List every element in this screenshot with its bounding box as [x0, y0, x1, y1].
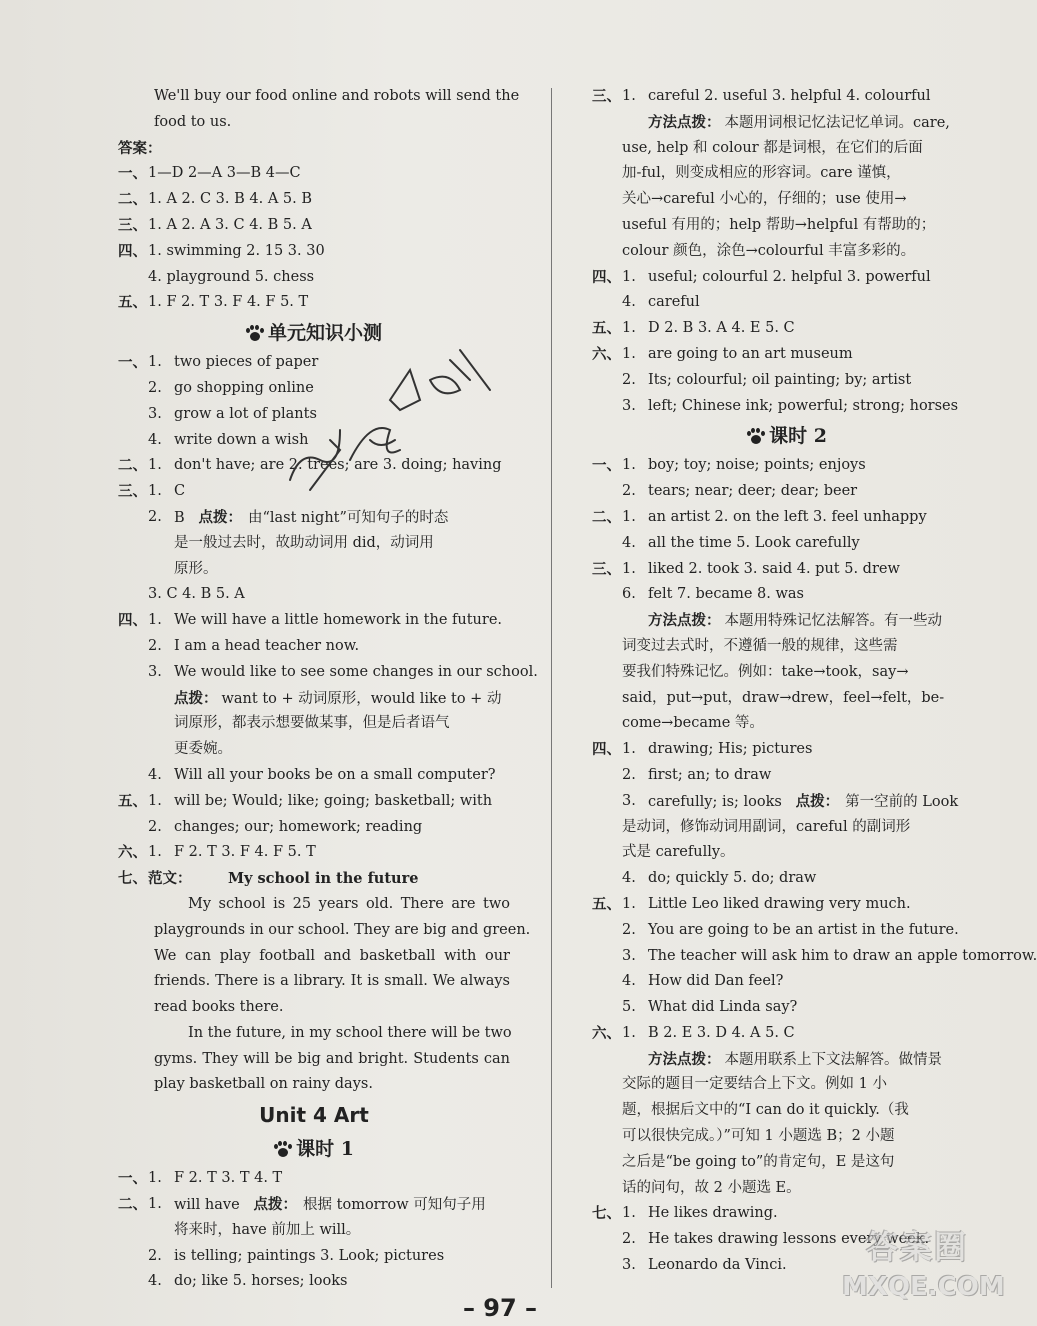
answer-list: [118, 1166, 510, 1192]
tip-line: 是动词，修饰动词用副词，careful 的副词形: [622, 818, 911, 835]
answer-text: all the time 5. Look carefully: [648, 534, 860, 551]
item-number: 1.: [148, 483, 162, 500]
answer-text: careful: [648, 294, 700, 311]
answer-text: left; Chinese ink; powerful; strong; horses: [648, 397, 959, 414]
answer-row: [118, 608, 510, 634]
answer-text: 1. A 2. C 3. B 4. A 5. B: [148, 191, 313, 208]
lesson-heading: 课时 1: [118, 1132, 510, 1166]
answer-row: [118, 789, 510, 815]
answer-list: [118, 789, 510, 866]
method-label: 方法点拨：: [648, 612, 721, 630]
tip-line: [592, 1047, 982, 1073]
answer-row: [118, 402, 510, 428]
answer-list: [592, 737, 982, 789]
exercise-marker: 四、: [592, 268, 621, 286]
answer-list: [118, 608, 538, 685]
answer-row: [118, 239, 510, 265]
tip-text: 交际的题目一定要结合上下文。例如 1 小: [622, 1076, 887, 1093]
tip-line: [592, 213, 982, 239]
item-number: 2.: [622, 921, 636, 938]
item-number: 4.: [622, 870, 636, 887]
answer-row: [592, 918, 982, 944]
tip-text: 本题用词根记忆法记忆单词。care,: [724, 114, 950, 131]
item-number: 4.: [622, 973, 636, 990]
tip-text: colour 颜色，涂色→colourful 丰富多彩的。: [622, 242, 916, 259]
answer-text: 1—D 2—A 3—B 4—C: [148, 165, 301, 182]
right-column: [592, 84, 1037, 1279]
answer-row: [592, 1021, 982, 1047]
item-number: 1.: [622, 508, 636, 525]
answer-row: [592, 290, 982, 316]
exercise-marker: 二、: [118, 457, 147, 475]
item-number: 2.: [622, 1231, 636, 1248]
answer-row: [592, 763, 982, 789]
essay-line: We can play football and basketball with our: [154, 947, 510, 964]
item-number: 1.: [622, 88, 636, 104]
answer-row: [592, 737, 982, 763]
answer-row: [592, 84, 982, 110]
answer-row: 4. do; like 5. horses; looks: [148, 1273, 348, 1290]
exercise-marker: 一、: [118, 354, 147, 372]
answer-list: [592, 265, 982, 420]
answer-list: [592, 84, 982, 110]
answer-text: useful; colourful 2. helpful 3. powerful: [648, 268, 931, 285]
item-number: 2.: [148, 818, 162, 835]
tip-line: 是一般过去时，故助动词用 did，动词用: [174, 534, 434, 551]
essay-body: [118, 892, 531, 1098]
item-number: 5.: [622, 999, 636, 1016]
answer-row: [118, 376, 510, 402]
answer-row: 2. is telling; paintings 3. Look; pictures: [148, 1247, 445, 1264]
exercise-marker: 三、: [592, 560, 621, 578]
answer-list: [118, 161, 510, 316]
answer-row: [118, 161, 510, 187]
method-label: 方法点拨：: [648, 1050, 721, 1068]
answer-text: do; quickly 5. do; draw: [648, 870, 817, 887]
tip-line: [592, 1124, 982, 1150]
essay-line: My school is 25 years old. There are two: [188, 895, 510, 912]
answer-row: [118, 660, 538, 686]
exercise-marker: 一、: [118, 165, 147, 183]
tip-line: [592, 686, 982, 712]
answer-row: [592, 892, 982, 918]
tip-line: [592, 1072, 982, 1098]
tip-line: 更委婉。: [174, 741, 232, 758]
answer-row: [592, 265, 982, 291]
answer-row: [592, 995, 982, 1021]
answer-text: What did Linda say?: [648, 999, 798, 1016]
exercise-marker: 五、: [118, 294, 147, 312]
answer-row: [592, 505, 982, 531]
answer-text: felt 7. became 8. was: [648, 586, 804, 603]
answer-text: boy; toy; noise; points; enjoys: [648, 457, 866, 474]
paw-icon: [747, 428, 765, 444]
left-column: [118, 84, 538, 1295]
answer-row: [592, 557, 982, 583]
item-number: 1.: [622, 320, 636, 337]
answer-row: [118, 265, 510, 291]
tip-line: 词原形，都表示想要做某事，但是后者语气: [174, 715, 450, 732]
item-number: 1.: [622, 345, 636, 362]
answer-row: [118, 453, 510, 479]
answer-text: drawing; His; pictures: [648, 741, 813, 758]
tip-line: [592, 608, 982, 634]
answer-text: grow a lot of plants: [174, 405, 317, 422]
method-label: 方法点拨：: [648, 113, 721, 131]
item-number: 1.: [622, 560, 636, 577]
item-number: 3.: [148, 405, 162, 422]
exercise-marker: 一、: [592, 457, 621, 475]
unit-title: Unit 4 Art: [259, 1103, 369, 1128]
answer-row: [592, 531, 982, 557]
answer-text: 1. A 2. A 3. C 4. B 5. A: [148, 216, 312, 233]
tip-line: 式是 carefully。: [622, 844, 735, 861]
item-number: 1.: [622, 268, 636, 285]
tip-text: come→became 等。: [622, 715, 764, 732]
tip-text: 本题用特殊记忆法解答。有一些动: [724, 613, 942, 630]
answer-text: 4. playground 5. chess: [148, 268, 315, 285]
answer-row: 3. carefully; is; looks 点拨： 第一空前的 Look: [622, 792, 959, 810]
essay-header: 七、 范文： My school in the future: [118, 870, 419, 888]
answer-row: [592, 582, 982, 608]
answer-text: D 2. B 3. A 4. E 5. C: [648, 320, 795, 337]
item-number: 2.: [622, 371, 636, 388]
answer-label: 答案：: [118, 139, 162, 157]
answer-text: Its; colourful; oil painting; by; artist: [648, 371, 912, 388]
exercise-marker: 五、: [118, 792, 147, 810]
answer-text: changes; our; homework; reading: [174, 818, 423, 835]
exercise-marker: 四、: [118, 612, 147, 630]
intro-line: food to us.: [154, 113, 232, 130]
exercise-marker: 四、: [592, 741, 621, 759]
answer-list: [592, 866, 1037, 1047]
essay-line: play basketball on rainy days.: [154, 1076, 373, 1093]
answer-text: How did Dan feel?: [648, 973, 784, 990]
answer-row: 2. B 点拨： 由“last night”可知句子的时态: [148, 508, 449, 526]
tip-line: [592, 711, 982, 737]
answer-row: 3. C 4. B 5. A: [148, 586, 245, 603]
item-number: 2.: [622, 766, 636, 783]
answer-row: [592, 944, 1037, 970]
tip-text: 可以很快完成。）”可知 1 小题选 B；2 小题: [622, 1128, 895, 1145]
item-number: 4.: [622, 294, 636, 311]
answer-row: [118, 213, 510, 239]
item-number: 1.: [622, 457, 636, 474]
page-number: – 97 –: [462, 1294, 538, 1322]
item-number: 1.: [148, 1170, 162, 1187]
exercise-marker: 五、: [592, 895, 621, 913]
item-number: 4.: [622, 534, 636, 551]
item-number: 3.: [148, 663, 162, 680]
item-number: 1.: [148, 457, 162, 474]
tip-text: 加-ful，则变成相应的形容词。care 谨慎，: [622, 165, 901, 182]
exercise-marker: 六、: [592, 345, 621, 363]
tip-text: 本题用联系上下文法解答。做情景: [724, 1051, 942, 1068]
tip-line: 将来时，have 前加上 will。: [174, 1221, 361, 1238]
essay-line: read books there.: [154, 999, 284, 1016]
answer-list: [118, 350, 510, 505]
tip-line: 原形。: [174, 560, 218, 577]
item-number: 1.: [622, 741, 636, 758]
answer-text: C: [174, 483, 186, 500]
tip-line: [592, 187, 982, 213]
item-number: 3.: [622, 397, 636, 414]
tip-text: 之后是“be going to”的肯定句，E 是这句: [622, 1153, 895, 1170]
exercise-marker: 六、: [118, 844, 147, 862]
item-number: 2.: [148, 379, 162, 396]
essay-line: In the future, in my school there will be two: [188, 1024, 512, 1041]
answer-text: careful 2. useful 3. helpful 4. colourful: [648, 88, 931, 104]
answer-text: first; an; to draw: [648, 766, 772, 783]
answer-list: [592, 453, 982, 608]
answer-text: liked 2. took 3. said 4. put 5. drew: [648, 560, 900, 577]
answer-text: You are going to be an artist in the future.: [648, 921, 959, 938]
answer-row: [118, 634, 510, 660]
answer-row: [118, 290, 510, 316]
column-divider: [551, 88, 552, 1288]
answer-text: He likes drawing.: [648, 1205, 778, 1222]
answer-row: [592, 368, 982, 394]
answer-row: [592, 316, 982, 342]
item-number: 1.: [622, 895, 636, 912]
tip-line: [592, 634, 982, 660]
tip-text: 话的问句，故 2 小题选 E。: [622, 1179, 801, 1196]
tip-line: [592, 1176, 982, 1202]
item-number: 3.: [622, 947, 636, 964]
answer-text: 1. F 2. T 3. F 4. F 5. T: [148, 294, 309, 311]
answer-text: The teacher will ask him to draw an apple tomorrow.: [648, 947, 1037, 964]
paw-icon: [274, 1141, 292, 1157]
answer-row: [592, 866, 982, 892]
answer-text: We would like to see some changes in our school.: [174, 663, 538, 680]
answer-text: are going to an art museum: [648, 345, 853, 362]
tip-line: [592, 110, 982, 136]
item-number: 1.: [622, 1205, 636, 1222]
answer-row: [118, 428, 510, 454]
answer-row: [118, 1166, 510, 1192]
item-number: 1.: [148, 792, 162, 809]
item-number: 4.: [148, 431, 162, 448]
item-number: 1.: [148, 612, 162, 629]
tip-line: [592, 1098, 982, 1124]
answer-text: B 2. E 3. D 4. A 5. C: [648, 1024, 795, 1041]
tip-text: 题，根据后文中的“I can do it quickly.（我: [622, 1102, 909, 1119]
answer-row: [118, 815, 510, 841]
tip-line: [592, 161, 982, 187]
answer-text: He takes drawing lessons every week.: [648, 1231, 930, 1248]
essay-line: gyms. They will be big and bright. Students can: [154, 1050, 510, 1067]
item-number: 1.: [148, 844, 162, 861]
exercise-marker: 三、: [118, 216, 147, 234]
exercise-marker: 七、: [592, 1205, 621, 1223]
exercise-marker: 四、: [118, 242, 147, 260]
answer-text: Little Leo liked drawing very much.: [648, 895, 911, 912]
tip-text: 要我们特殊记忆。例如：take→took，say→: [622, 663, 909, 680]
answer-text: F 2. T 3. F 4. F 5. T: [174, 844, 316, 861]
essay-line: friends. There is a library. It is small. We always: [154, 973, 510, 990]
method-tip: [592, 608, 982, 737]
tip-text: useful 有用的；help 帮助→helpful 有帮助的；: [622, 216, 936, 233]
answer-text: an artist 2. on the left 3. feel unhappy: [648, 508, 927, 525]
exercise-marker: 六、: [592, 1024, 621, 1042]
tip-line: [592, 136, 982, 162]
exercise-marker: 二、: [592, 508, 621, 526]
tip-text: 词变过去式时，不遵循一般的规律，这些需: [622, 637, 898, 654]
answer-text: Leonardo da Vinci.: [648, 1257, 787, 1274]
item-number: 1.: [622, 1024, 636, 1041]
answer-text: will be; Would; like; going; basketball; with: [174, 792, 493, 809]
answer-row: [118, 479, 510, 505]
tip-line: [592, 660, 982, 686]
exercise-marker: 三、: [592, 88, 621, 105]
tip-line: [592, 239, 982, 265]
item-number: 1.: [148, 354, 162, 371]
item-number: 2.: [622, 483, 636, 500]
answer-row: [592, 969, 982, 995]
watermark-logo: 答案圈 MXQE.COM: [842, 1228, 1005, 1302]
essay-line: playgrounds in our school. They are big and green.: [154, 921, 531, 938]
answer-text: I am a head teacher now.: [174, 637, 360, 654]
tip-text: 关心→careful 小心的，仔细的；use 使用→: [622, 191, 907, 208]
tip-line: 点拨： want to + 动词原形，would like to + 动: [174, 689, 502, 707]
item-number: 6.: [622, 586, 636, 603]
exercise-marker: 五、: [592, 320, 621, 338]
exercise-marker: 一、: [118, 1170, 147, 1188]
answer-text: 1. swimming 2. 15 3. 30: [148, 242, 325, 259]
method-tip: [592, 110, 982, 265]
answer-row: [592, 394, 982, 420]
tip-text: said，put→put，draw→drew，feel→felt，be-: [622, 689, 945, 706]
answer-text: F 2. T 3. T 4. T: [174, 1170, 283, 1187]
answer-text: go shopping online: [174, 379, 314, 396]
answer-row: 4. Will all your books be on a small computer?: [148, 766, 496, 783]
method-tip: [592, 1047, 982, 1202]
answer-row: 二、 1. will have 点拨： 根据 tomorrow 可知句子用: [118, 1196, 486, 1214]
answer-text: tears; near; deer; dear; beer: [648, 483, 858, 500]
answer-row: [118, 187, 510, 213]
answer-row: [118, 840, 510, 866]
answer-text: don't have; are 2. trees; are 3. doing; having: [174, 457, 502, 474]
lesson-heading: 课时 2: [592, 419, 982, 453]
answer-text: We will have a little homework in the future.: [174, 612, 503, 629]
answer-row: [592, 479, 982, 505]
section-heading: 单元知识小测: [118, 316, 510, 350]
answer-text: two pieces of paper: [174, 354, 319, 371]
item-number: 2.: [148, 637, 162, 654]
item-number: 3.: [622, 1257, 636, 1274]
tip-line: [592, 1150, 982, 1176]
answer-text: write down a wish: [174, 431, 309, 448]
exercise-marker: 三、: [118, 483, 147, 501]
exercise-marker: 二、: [118, 191, 147, 209]
tip-text: use, help 和 colour 都是词根，在它们的后面: [622, 139, 923, 156]
answer-row: [118, 350, 510, 376]
answer-row: [592, 453, 982, 479]
answer-row: [592, 342, 982, 368]
paw-icon: [246, 325, 264, 341]
intro-line: We'll buy our food online and robots will send the: [154, 88, 520, 104]
